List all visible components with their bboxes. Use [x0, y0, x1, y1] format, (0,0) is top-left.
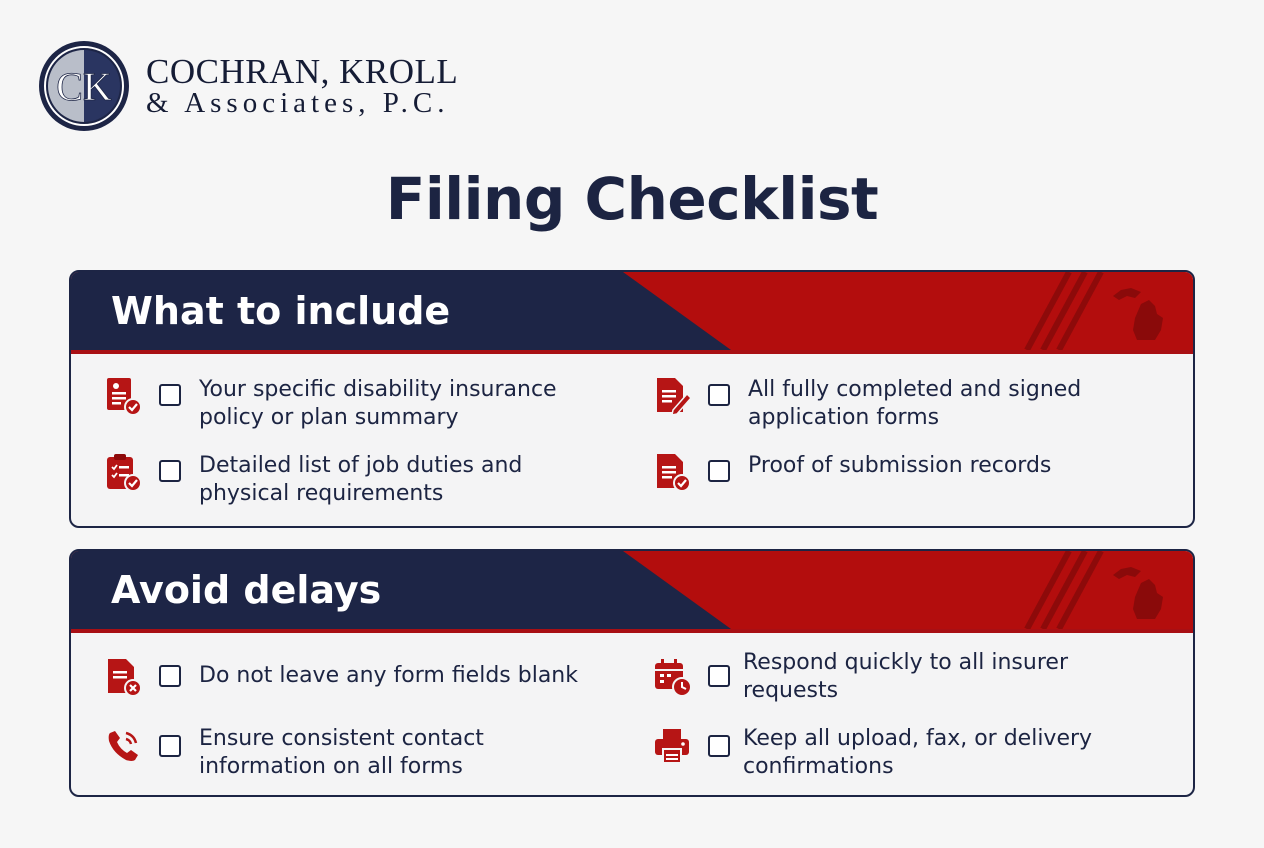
checklist-item-text: Proof of submission records: [748, 453, 1052, 478]
decorative-stripes: [1007, 551, 1107, 629]
document-check-icon: [653, 452, 693, 492]
section-header: [71, 551, 1193, 629]
checklist-item-text: Your specific disability insurance policy or plan summary: [199, 377, 557, 430]
section-header: [71, 272, 1193, 350]
checkbox[interactable]: [159, 460, 181, 482]
section-body: [71, 350, 1193, 528]
checklist-item-text: All fully completed and signed application forms: [748, 377, 1082, 430]
checklist-item-text: Respond quickly to all insurer requests: [743, 650, 1068, 703]
decorative-stripes: [1007, 272, 1107, 350]
calendar-clock-icon: [653, 657, 693, 697]
page-title: Filing Checklist: [385, 165, 879, 233]
checkbox[interactable]: [159, 735, 181, 757]
michigan-map-icon: [1111, 284, 1167, 342]
signed-form-icon: [653, 376, 693, 416]
section-avoid-delays: [69, 549, 1195, 797]
firm-name: COCHRAN, KROLL: [146, 52, 459, 91]
checklist-item-text: Detailed list of job duties and physical requirements: [199, 453, 523, 506]
clipboard-checklist-icon: [104, 452, 144, 492]
checkbox[interactable]: [708, 735, 730, 757]
policy-document-icon: [104, 376, 144, 416]
checkbox[interactable]: [708, 384, 730, 406]
checklist-item-text: Keep all upload, fax, or delivery confirmations: [743, 726, 1093, 779]
checkbox[interactable]: [708, 665, 730, 687]
checkbox[interactable]: [159, 665, 181, 687]
checkbox[interactable]: [159, 384, 181, 406]
michigan-map-icon: [1111, 563, 1167, 621]
section-title: Avoid delays: [111, 568, 382, 612]
section-what-to-include: [69, 270, 1195, 528]
logo-monogram: CK: [56, 64, 112, 109]
checkbox[interactable]: [708, 460, 730, 482]
checklist-item-text: Ensure consistent contact information on all forms: [199, 726, 484, 779]
printer-icon: [653, 727, 693, 767]
section-title: What to include: [111, 289, 451, 333]
section-body: [71, 629, 1193, 797]
firm-logo: [38, 40, 130, 132]
checklist-item-text: Do not leave any form fields blank: [199, 663, 578, 688]
phone-icon: [104, 727, 144, 767]
firm-subtitle: & Associates, P.C.: [146, 87, 450, 119]
document-x-icon: [104, 657, 144, 697]
